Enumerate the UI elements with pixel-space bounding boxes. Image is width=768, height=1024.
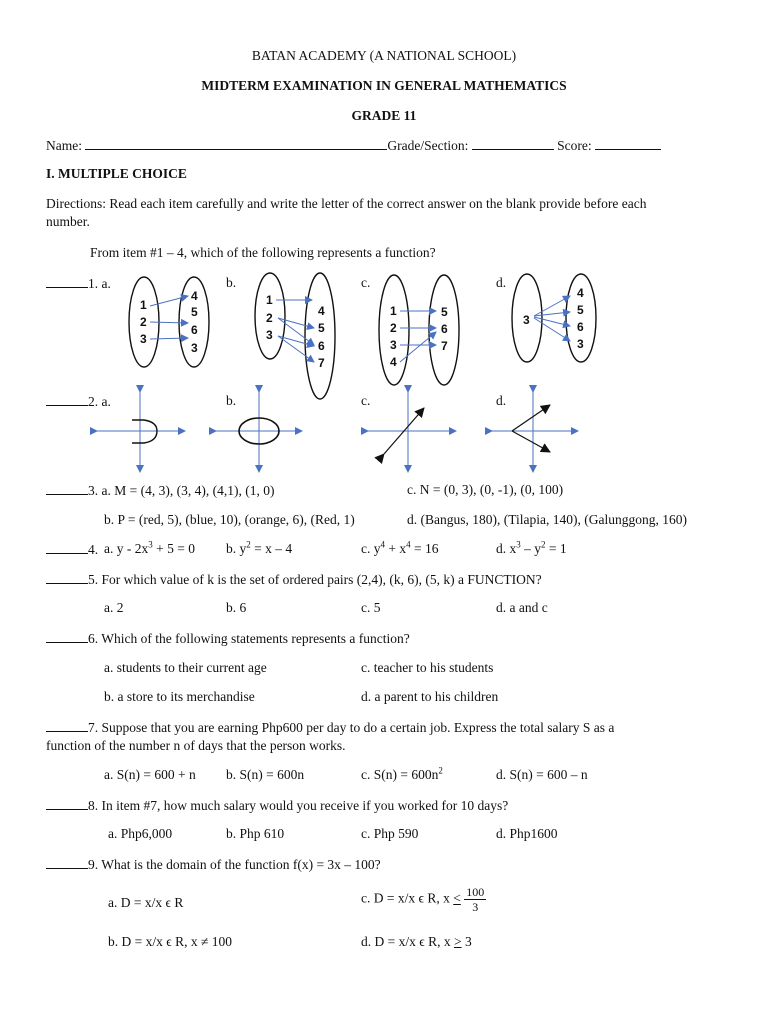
name-label: Name: <box>46 138 82 153</box>
q8-option-b: b. Php 610 <box>226 826 285 841</box>
q6-option-c: c. teacher to his students <box>361 660 494 675</box>
q3-option-c: c. N = (0, 3), (0, -1), (0, 100) <box>407 482 564 497</box>
section-title: I. MULTIPLE CHOICE <box>46 166 187 181</box>
q2-label: 2. a. <box>46 393 111 410</box>
q1d-domain-1: 3 <box>523 313 530 327</box>
q7-option-c: c. $S(n) = 600n^2$ <box>361 765 443 782</box>
q9-option-b: b. D = x/x ϵ R, x ≠ 100 <box>108 934 232 949</box>
item-intro: From item #1 – 4, which of the following represents a function? <box>90 245 436 260</box>
q3-stem: 3. a. M = (4, 3), (3, 4), (4,1), (1, 0) <box>46 482 274 499</box>
q9-option-d: d. D = x/x ϵ R, x > 3 <box>361 934 472 949</box>
q9-stem: 9. What is the domain of the function f(x) = 3x – 100? <box>46 856 381 873</box>
q8-option-d: d. Php1600 <box>496 826 558 841</box>
q1-option-b-diagram <box>255 273 335 399</box>
q1a-domain-2: 2 <box>140 315 147 329</box>
q5-option-d: d. a and c <box>496 600 548 615</box>
q9-answer-blank[interactable] <box>46 856 88 869</box>
q9-option-a: a. D = x/x ϵ R <box>108 895 184 910</box>
q5-option-a: a. 2 <box>104 600 124 615</box>
q5-stem: 5. For which value of k is the set of ordered pairs (2,4), (k, 6), (5, k) a FUNCTION? <box>46 571 542 588</box>
score-label: Score: <box>557 138 592 153</box>
q6-option-a: a. students to their current age <box>104 660 267 675</box>
q7-stem-line2: function of the number n of days that the person works. <box>46 738 346 753</box>
q1-option-d-label: d. <box>496 275 507 290</box>
q5-option-b: b. 6 <box>226 600 247 615</box>
q1b-range-1: 4 <box>318 304 325 318</box>
q2-option-c-label: c. <box>361 393 371 408</box>
q6-stem: 6. Which of the following statements represents a function? <box>46 630 410 647</box>
grade-label: GRADE 11 <box>351 108 417 123</box>
q3-answer-blank[interactable] <box>46 482 88 495</box>
q4-option-a: a. $y - 2x^3 + 5 = 0$ <box>104 539 195 556</box>
q1d-range-1: 4 <box>577 286 584 300</box>
q1a-domain-3: 3 <box>140 332 147 346</box>
q1-option-d-diagram <box>512 274 596 362</box>
q1b-range-3: 6 <box>318 339 325 353</box>
q3-option-d: d. (Bangus, 180), (Tilapia, 140), (Galunggong, 160) <box>407 512 687 527</box>
q1-label: 1. a. <box>46 275 111 292</box>
q1d-range-2: 5 <box>577 303 584 317</box>
q1c-domain-3: 3 <box>390 338 397 352</box>
q1-option-a-diagram <box>129 277 209 367</box>
q1b-range-4: 7 <box>318 356 325 370</box>
q1a-range-4: 3 <box>191 341 198 355</box>
q7-answer-blank[interactable] <box>46 719 88 732</box>
q1b-range-2: 5 <box>318 321 325 335</box>
q8-option-c: c. Php 590 <box>361 826 419 841</box>
q1d-range-4: 3 <box>577 337 584 351</box>
q4-option-c: c. $y^4 + x^4 = 16$ <box>361 539 439 556</box>
q1c-range-2: 6 <box>441 322 448 336</box>
q5-answer-blank[interactable] <box>46 571 88 584</box>
q1c-range-1: 5 <box>441 305 448 319</box>
q1a-range-3: 6 <box>191 323 198 337</box>
q2-option-b-label: b. <box>226 393 237 408</box>
q1c-range-3: 7 <box>441 339 448 353</box>
school-name: BATAN ACADEMY (A NATIONAL SCHOOL) <box>251 48 517 63</box>
q3-option-b: b. P = (red, 5), (blue, 10), (orange, 6), (Red, 1) <box>104 512 355 527</box>
q4-option-d: d. $x^3 - y^2 = 1$ <box>496 539 567 556</box>
q1a-domain-1: 1 <box>140 298 147 312</box>
grade-section-label: Grade/Section: <box>387 138 469 153</box>
q1b-domain-2: 2 <box>266 311 273 325</box>
q1c-domain-2: 2 <box>390 321 397 335</box>
q1b-domain-1: 1 <box>266 293 273 307</box>
q1a-range-1: 4 <box>191 289 198 303</box>
q8-answer-blank[interactable] <box>46 797 88 810</box>
q8-option-a: a. Php6,000 <box>108 826 173 841</box>
directions-line1: Directions: Read each item carefully and write the letter of the correct answer on the blank provide before each <box>46 196 647 211</box>
q6-option-b: b. a store to its merchandise <box>104 689 255 704</box>
q4-option-b: b. $y^2 = x - 4$ <box>226 539 293 556</box>
q6-answer-blank[interactable] <box>46 630 88 643</box>
q8-stem: 8. In item #7, how much salary would you receive if you worked for 10 days? <box>46 797 508 814</box>
q4-answer-blank[interactable] <box>46 541 88 554</box>
exam-title: MIDTERM EXAMINATION IN GENERAL MATHEMATICS <box>201 78 567 93</box>
q7-stem-line1: 7. Suppose that you are earning Php600 per day to do a certain job. Express the total salary S as a <box>46 719 614 736</box>
q1-option-c-diagram <box>379 275 459 385</box>
q7-option-a: a. S(n) = 600 + n <box>104 767 196 782</box>
q6-option-d: d. a parent to his children <box>361 689 499 704</box>
q9-option-c: c. D = x/x ϵ R, x < $\frac{100}{3}$ <box>361 885 485 914</box>
q4-stem: 4. <box>46 541 98 558</box>
q7-option-d: d. S(n) = 600 – n <box>496 767 588 782</box>
q5-option-c: c. 5 <box>361 600 381 615</box>
q2-option-d-label: d. <box>496 393 507 408</box>
q1b-domain-3: 3 <box>266 328 273 342</box>
q1-option-b-label: b. <box>226 275 237 290</box>
q1c-domain-4: 4 <box>390 355 397 369</box>
q1d-range-3: 6 <box>577 320 584 334</box>
directions-line2: number. <box>46 214 90 229</box>
q1-option-c-label: c. <box>361 275 371 290</box>
q2-answer-blank[interactable] <box>46 393 88 406</box>
q1a-range-2: 5 <box>191 305 198 319</box>
q2-option-c-graph <box>368 392 456 472</box>
q1c-domain-1: 1 <box>390 304 397 318</box>
q7-option-b: b. S(n) = 600n <box>226 767 305 782</box>
